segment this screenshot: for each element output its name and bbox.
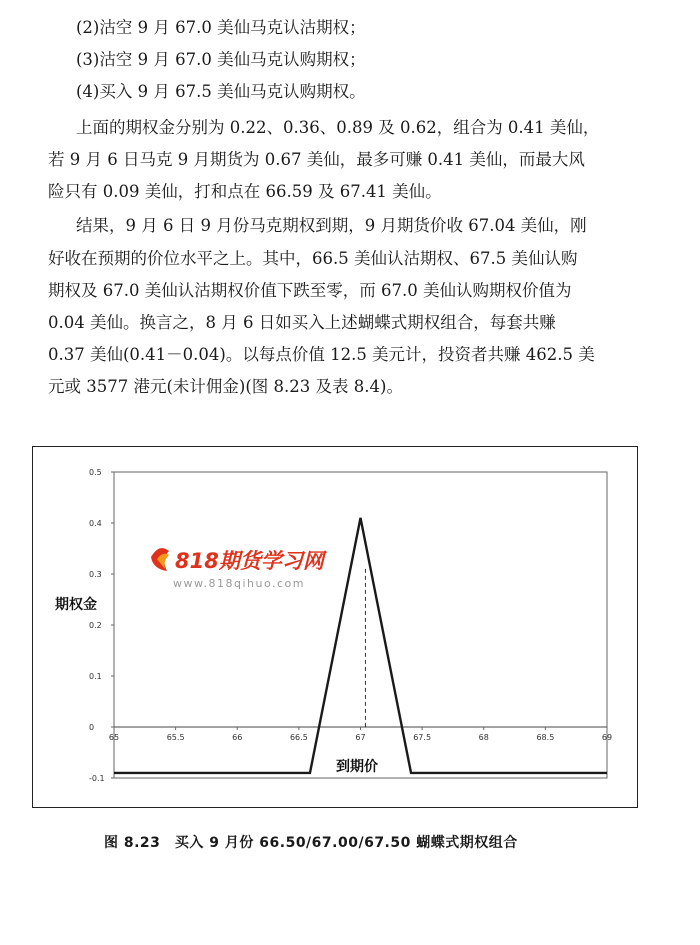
y-tick-label: 0.2 [89,621,102,630]
paragraph-line: 结果，9 月 6 日 9 月份马克期权到期，9 月期货价收 67.04 美仙，刚 [76,216,587,235]
x-tick-label: 67.5 [413,733,432,742]
x-tick-label: 66 [232,733,243,742]
x-tick-label: 65 [108,733,120,742]
paragraph-line: (3)沽空 9 月 67.0 美仙马克认购期权； [76,50,366,69]
x-tick-label: 67 [355,733,366,742]
x-tick-label: 68 [478,733,489,742]
x-tick-label: 69 [601,733,613,742]
y-tick-label: 0.4 [89,519,102,528]
y-axis-label: 期权金 [55,597,97,613]
paragraph-line: 好收在预期的价位水平之上。其中，66.5 美仙认沽期权、67.5 美仙认购 [48,249,578,268]
watermark [151,548,328,590]
paragraph-line: 0.37 美仙(0.41－0.04)。以每点价值 12.5 美元计，投资者共赚 462.5 美 [48,345,595,364]
paragraph-line: 0.04 美仙。换言之，8 月 6 日如买入上述蝴蝶式期权组合，每套共赚 [48,313,556,332]
figure-caption: 图 8.23 买入 9 月份 66.50/67.00/67.50 蝴蝶式期权组合 [104,835,518,851]
paragraph-line: 元或 3577 港元(未计佣金)(图 8.23 及表 8.4)。 [48,377,403,396]
y-tick-label: 0.5 [89,468,102,477]
y-tick-label: 0 [89,723,95,732]
x-axis-label: 到期价 [336,759,378,775]
y-tick-label: -0.1 [89,774,105,783]
payoff-chart [33,447,636,806]
paragraph-line: 期权及 67.0 美仙认沽期权价值下跌至零，而 67.0 美仙认购期权价值为 [48,281,572,300]
paragraph-line: (2)沽空 9 月 67.0 美仙马克认沽期权； [76,18,366,37]
y-tick-label: 0.1 [89,672,102,681]
paragraph-line: 若 9 月 6 日马克 9 月期货为 0.67 美仙，最多可赚 0.41 美仙，而最大风 [48,150,585,169]
chart-frame [32,446,638,808]
watermark-url: www.818qihuo.com [173,577,305,590]
watermark-brand: 818期货学习网 [175,549,324,573]
x-tick-label: 68.5 [536,733,555,742]
x-tick-label: 65.5 [166,733,185,742]
paragraph-line: 上面的期权金分别为 0.22、0.36、0.89 及 0.62，组合为 0.41 美仙， [76,118,600,137]
x-tick-label: 66.5 [289,733,308,742]
paragraph-line: 险只有 0.09 美仙，打和点在 66.59 及 67.41 美仙。 [48,182,442,201]
y-tick-label: 0.3 [89,570,102,579]
paragraph-line: (4)买入 9 月 67.5 美仙马克认购期权。 [76,82,366,101]
